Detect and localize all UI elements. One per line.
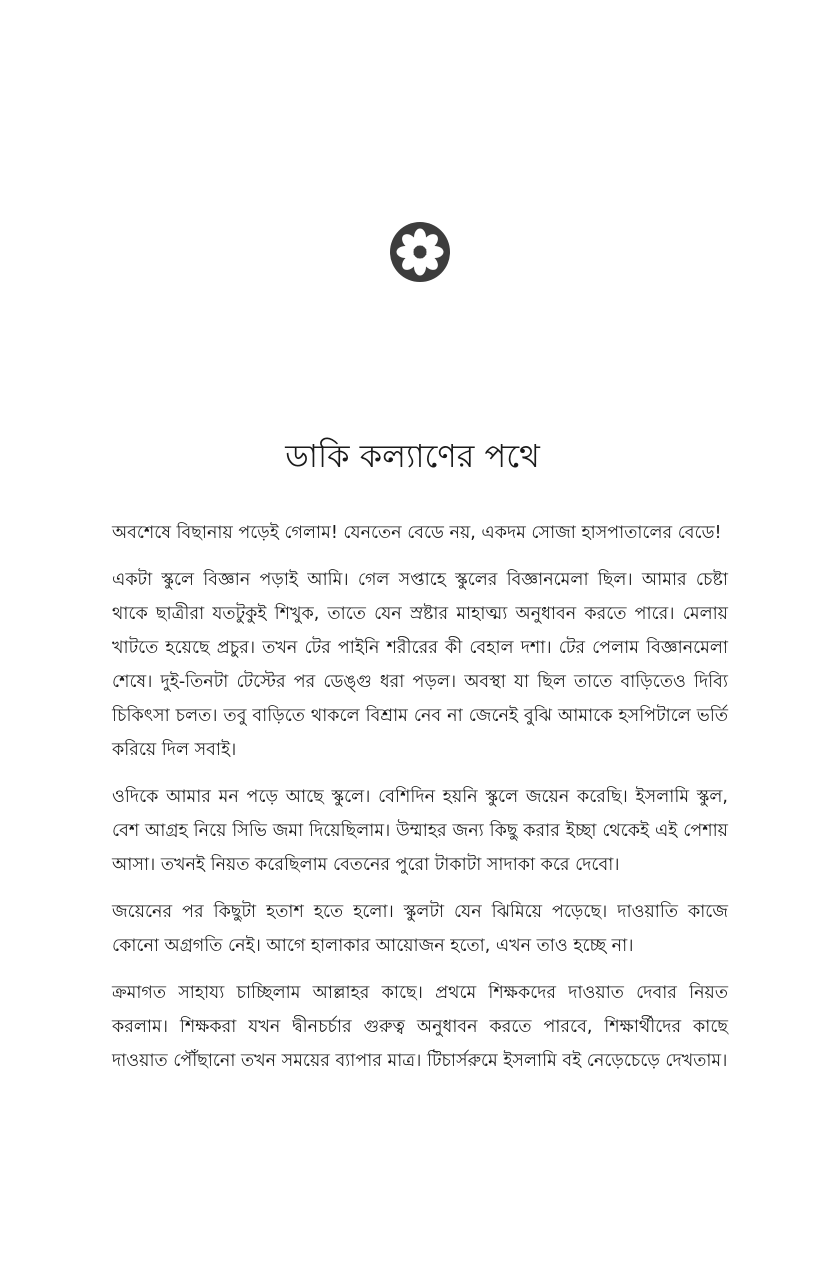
chapter-title: ডাকি কল্যাণের পথে [285,437,540,475]
paragraph-2: একটা স্কুলে বিজ্ঞান পড়াই আমি। গেল সপ্তাহে স্কুলের বিজ্ঞানমেলা ছিল। আমার চেষ্টা থাকে ছাত্রীরা যতটুকুই শিখুক, তাতে যেন স্রষ্টার মাহাত্ম্য অনুধাবন করতে পারে। মেলায় খাটতে হয়েছে প্রচুর। তখন টের পাইনি শরীরের কী বেহাল দশা। টের পেলাম বিজ্ঞানমেলা শেষে। দুই-তিনটা টেস্টের পর ডেঙ্গু ধরা পড়ল। অবস্থা যা ছিল তাতে বাড়িতেও দিব্যি চিকিৎসা চলত। তবু বাড়িতে থাকলে বিশ্রাম নেব না জেনেই বুঝি আমাকে হসপিটালে ভর্তি করিয়ে দিল সবাই। [112,570,728,760]
paragraph-5: ক্রমাগত সাহায্য চাচ্ছিলাম আল্লাহর কাছে। প্রথমে শিক্ষকদের দাওয়াত দেবার নিয়ত করলাম। শিক্ষকরা যখন দ্বীনচর্চার গুরুত্ব অনুধাবন করতে পারবে, শিক্ষার্থীদের কাছে দাওয়াত পৌঁছানো তখন সময়ের ব্যাপার মাত্র। টিচার্সরুমে ইসলামি বই নেড়েচেড়ে দেখতাম। [112,983,728,1071]
chapter-body [112,516,728,1091]
paragraph-3: ওদিকে আমার মন পড়ে আছে স্কুলে। বেশিদিন হয়নি স্কুলে জয়েন করেছি। ইসলামি স্কুল, বেশ আগ্রহ নিয়ে সিভি জমা দিয়েছিলাম। উম্মাহর জন্য কিছু করার ইচ্ছা থেকেই এই পেশায় আসা। তখনই নিয়ত করেছিলাম বেতনের পুরো টাকাটা সাদাকা করে দেবো। [112,787,728,875]
paragraph-4: জয়েনের পর কিছুটা হতাশ হতে হলো। স্কুলটা যেন ঝিমিয়ে পড়েছে। দাওয়াতি কাজে কোনো অগ্রগতি নেই। আগে হালাকার আয়োজন হতো, এখন তাও হচ্ছে না। [112,902,728,956]
flower-ornament-icon [389,221,451,283]
paragraph-1: অবশেষে বিছানায় পড়েই গেলাম! যেনতেন বেডে নয়, একদম সোজা হাসপাতালের বেডে! [112,523,722,543]
